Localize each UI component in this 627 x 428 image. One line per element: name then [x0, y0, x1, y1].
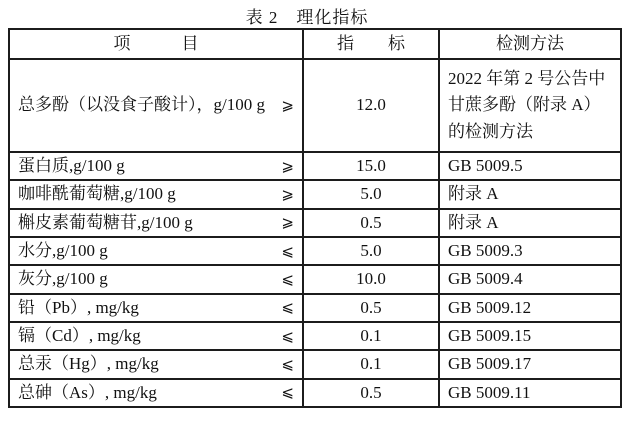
indicator-value: 0.1 — [303, 350, 439, 378]
header-row — [9, 29, 621, 59]
indicator-value: 0.5 — [303, 209, 439, 237]
table-row — [9, 209, 621, 237]
indicator-value: 0.5 — [303, 294, 439, 322]
indicator-value: 15.0 — [303, 152, 439, 180]
indicator-value: 12.0 — [303, 59, 439, 152]
table-row — [9, 180, 621, 208]
method-value: GB 5009.3 — [439, 237, 621, 265]
greater-equal-symbol: ⩾ — [281, 95, 294, 114]
method-value: GB 5009.15 — [439, 322, 621, 350]
indicator-value: 5.0 — [303, 180, 439, 208]
method-value: GB 5009.4 — [439, 265, 621, 293]
method-value: GB 5009.5 — [439, 152, 621, 180]
item-label: 水分,g/100 g — [18, 241, 108, 261]
item-label: 镉（Cd）, mg/kg — [18, 326, 141, 346]
table-row — [9, 59, 621, 152]
item-cell — [9, 152, 303, 180]
table-row — [9, 322, 621, 350]
indicator-value: 10.0 — [303, 265, 439, 293]
method-value: 附录 A — [439, 209, 621, 237]
method-value: GB 5009.12 — [439, 294, 621, 322]
indicator-value: 0.1 — [303, 322, 439, 350]
item-cell — [9, 265, 303, 293]
table-caption: 表 2 理化指标 — [245, 8, 369, 27]
table-row — [9, 379, 621, 407]
item-label: 槲皮素葡萄糖苷,g/100 g — [18, 212, 193, 232]
method-value: GB 5009.11 — [439, 379, 621, 407]
table-row — [9, 237, 621, 265]
greater-equal-symbol: ⩾ — [281, 156, 294, 175]
greater-equal-symbol: ⩾ — [281, 213, 294, 232]
item-cell — [9, 350, 303, 378]
item-label: 铅（Pb）, mg/kg — [18, 297, 139, 317]
table-row — [9, 294, 621, 322]
item-label: 灰分,g/100 g — [18, 269, 108, 289]
item-cell — [9, 180, 303, 208]
spec-table — [8, 28, 622, 408]
indicator-value: 5.0 — [303, 237, 439, 265]
item-cell — [9, 209, 303, 237]
less-equal-symbol: ⩽ — [281, 383, 294, 402]
item-label: 总多酚（以没食子酸计），g/100 g — [18, 95, 265, 115]
method-value: 附录 A — [439, 180, 621, 208]
item-cell — [9, 294, 303, 322]
less-equal-symbol: ⩽ — [281, 298, 294, 317]
table-row — [9, 152, 621, 180]
method-value: GB 5009.17 — [439, 350, 621, 378]
less-equal-symbol: ⩽ — [281, 269, 294, 288]
item-label: 咖啡酰葡萄糖,g/100 g — [18, 184, 176, 204]
item-label: 总砷（As）, mg/kg — [18, 382, 157, 402]
table-row — [9, 350, 621, 378]
header-indicator: 指 标 — [303, 29, 439, 59]
table-row — [9, 265, 621, 293]
less-equal-symbol: ⩽ — [281, 241, 294, 260]
header-item: 项 目 — [9, 29, 303, 59]
item-label: 总汞（Hg）, mg/kg — [18, 354, 159, 374]
less-equal-symbol: ⩽ — [281, 326, 294, 345]
item-cell — [9, 322, 303, 350]
method-value: 2022 年第 2 号公告中甘蔗多酚（附录 A）的检测方法 — [439, 59, 621, 152]
item-label: 蛋白质,g/100 g — [18, 156, 125, 175]
item-cell — [9, 59, 303, 152]
item-cell — [9, 379, 303, 407]
greater-equal-symbol: ⩾ — [281, 184, 294, 203]
indicator-value: 0.5 — [303, 379, 439, 407]
header-method: 检测方法 — [439, 29, 621, 59]
item-cell — [9, 237, 303, 265]
less-equal-symbol: ⩽ — [281, 354, 294, 373]
